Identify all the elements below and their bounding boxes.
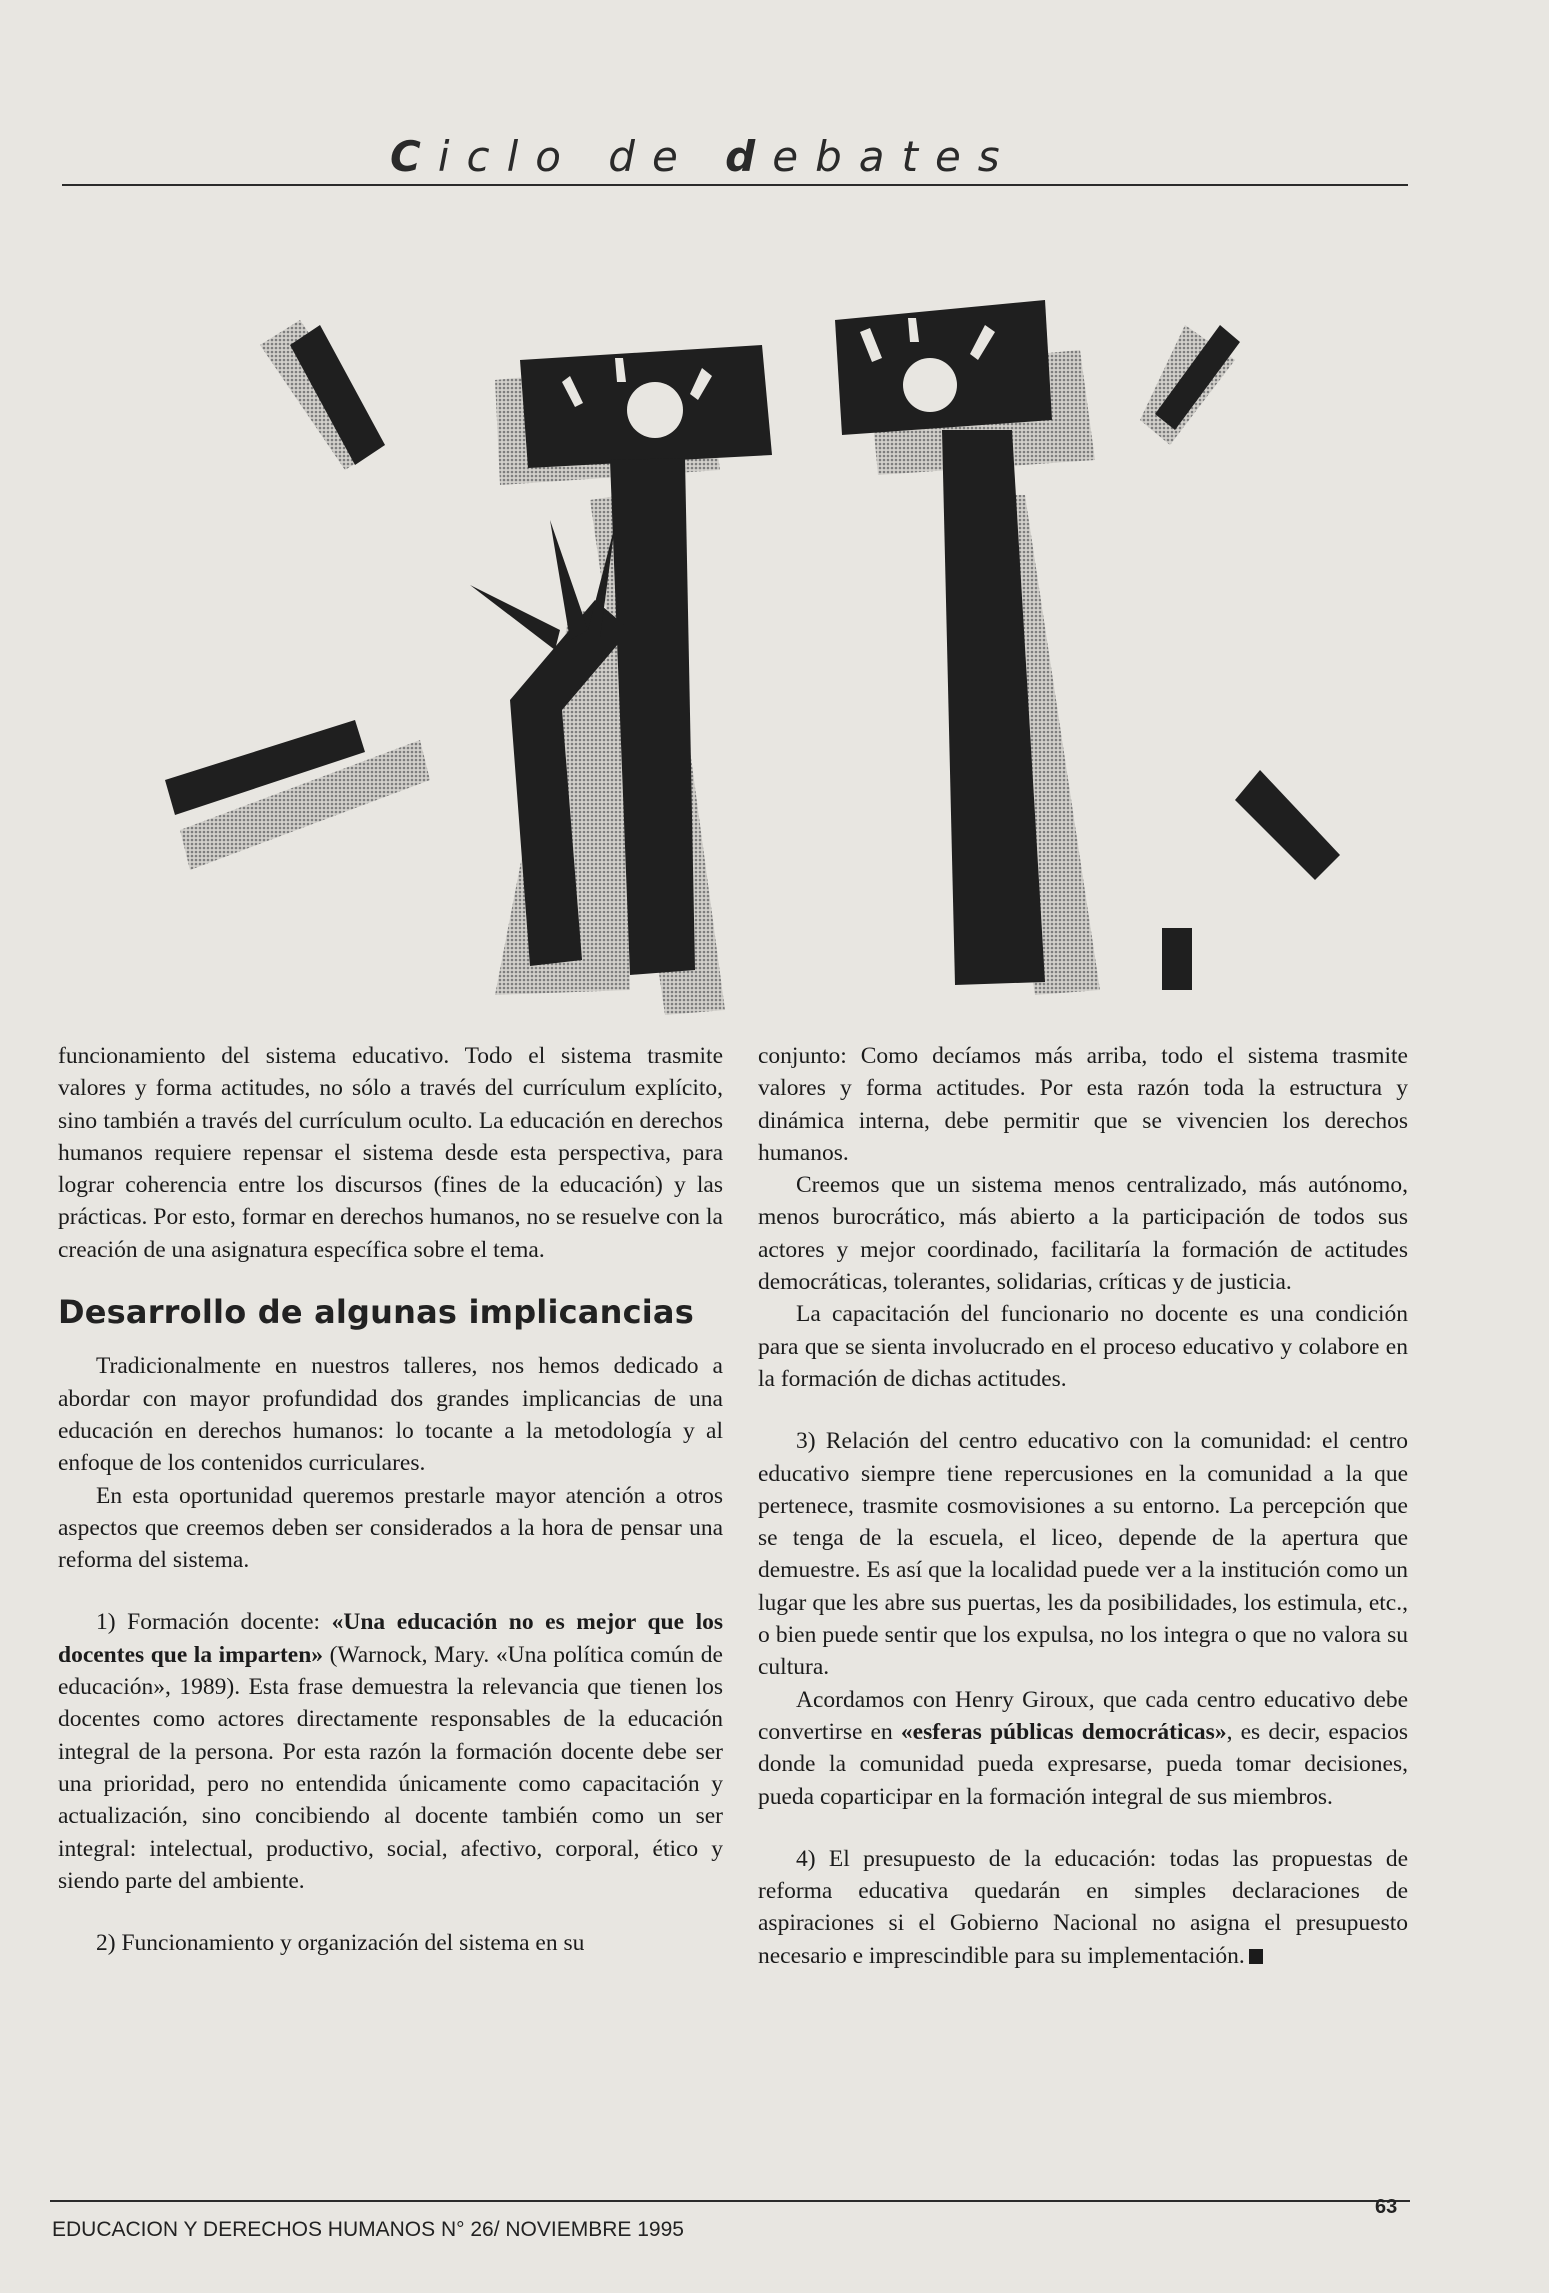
bold-quote: «esferas públicas democráticas» xyxy=(900,1718,1227,1745)
paragraph-rest: (Warnock, Mary. «Una política común de educación», 1989). Esta frase demuestra la relevancia que tienen los docentes como actores directamente responsables de la educación integral de la persona. Por esta razón la formación docente debe ser una prioridad, pero no entendida únicamente como capacitación y actualización, sino concibiendo al docente también como un ser integral: intelectual, productivo, social, afectivo, corporal, ético y siendo parte del ambiente. xyxy=(58,1641,723,1894)
section-title-initial-c: C xyxy=(390,132,438,181)
header-rule xyxy=(62,184,1408,186)
section-title-part: iclo de xyxy=(437,132,726,181)
section-heading: Desarrollo de algunas implicancias xyxy=(58,1293,694,1332)
paragraph: La capacitación del funcionario no docente es una condición para que se sienta involucrado en el proceso educativo y colabore en la formación de dichas actitudes. xyxy=(758,1301,1408,1392)
right-figure xyxy=(835,300,1052,985)
page-number: 63 xyxy=(1375,2196,1398,2218)
left-column xyxy=(58,1040,723,1959)
paragraph: 2) Funcionamiento y organización del sistema en su xyxy=(96,1930,585,1957)
paragraph: funcionamiento del sistema educativo. Todo el sistema trasmite valores y forma actitudes, no sólo a través del currículum explícito, sino también a través del currículum oculto. La educación en derechos humanos requiere repensar el sistema desde esta perspectiva, para lograr coherencia entre los discursos (fines de la educación) y las prácticas. Por esto, formar en derechos humanos, no se resuelve con la creación de una asignatura específica sobre el tema. xyxy=(58,1043,723,1263)
section-title xyxy=(390,132,1110,181)
exclamation-dot-right xyxy=(1162,928,1192,990)
paragraph: Tradicionalmente en nuestros talleres, nos hemos dedicado a abordar con mayor profundidad dos grandes implicancias de una educación en derechos humanos: lo tocante a la metodología y al enfoque de los contenidos curriculares. xyxy=(58,1353,723,1477)
paragraph: Creemos que un sistema menos centralizado, más autónomo, menos burocrático, más abierto a la participación de todos sus actores y mejor coordinado, facilitaría la formación de actitudes democráticas, tolerantes, solidarias, críticas y de justicia. xyxy=(758,1172,1408,1296)
paragraph-text: 4) El presupuesto de la educación: todas las propuestas de reforma educativa quedarán en simples declaraciones de aspiraciones si el Gobierno Nacional no asigna el presupuesto necesario e imprescindible para su implementación. xyxy=(758,1845,1408,1969)
section-title-part-end: ebates xyxy=(772,132,1017,181)
two-figures-and-exclamation-marks-illustration xyxy=(150,270,1360,1040)
paragraph-rest: , es decir, espacios donde la comunidad pueda expresarse, pueda tomar decisiones, pueda coparticipar en la formación integral de sus miembros. xyxy=(758,1718,1409,1810)
end-mark-icon xyxy=(1249,1949,1263,1964)
paragraph-giroux xyxy=(758,1684,1408,1813)
section-title-initial-d: d xyxy=(725,132,773,181)
paragraph: 3) Relación del centro educativo con la comunidad: el centro educativo siempre tiene repercusiones en la comunidad a la que pertenece, trasmite cosmovisiones a su entorno. La percepción que se tenga de la escuela, el liceo, depende de la apertura que demuestre. Es así que la localidad puede ver a la institución como un lugar que les abre sus puertas, les da posibilidades, los estimula, etc., o bien puede sentir que los expulsa, no los integra o que no valora su cultura. xyxy=(758,1428,1408,1681)
footer-rule xyxy=(50,2200,1410,2202)
right-figure-eye xyxy=(903,358,957,412)
exclamation-stroke-right xyxy=(1235,770,1340,880)
paragraph-formacion-docente xyxy=(58,1606,723,1897)
bold-quote: «Una educación no es mejor que los docentes que la imparten» xyxy=(58,1609,723,1668)
paragraph-intro: 1) Formación docente: xyxy=(96,1609,332,1636)
paragraph: En esta oportunidad queremos prestarle mayor atención a otros aspectos que creemos deben ser considerados a la hora de pensar una reforma del sistema. xyxy=(58,1482,723,1574)
paragraph: conjunto: Como decíamos más arriba, todo el sistema trasmite valores y forma actitudes. Por esta razón toda la estructura y dinámica interna, debe permitir que se vivencien los derechos humanos. xyxy=(758,1043,1408,1166)
paragraph-presupuesto xyxy=(758,1843,1408,1972)
paragraph-intro: Acordamos con Henry Giroux, que cada centro educativo debe convertirse en xyxy=(758,1686,1408,1745)
right-column xyxy=(758,1040,1408,1972)
left-figure-eye xyxy=(627,382,683,438)
footer-publication: EDUCACION Y DERECHOS HUMANOS N° 26/ NOVIEMBRE 1995 xyxy=(52,2218,684,2241)
